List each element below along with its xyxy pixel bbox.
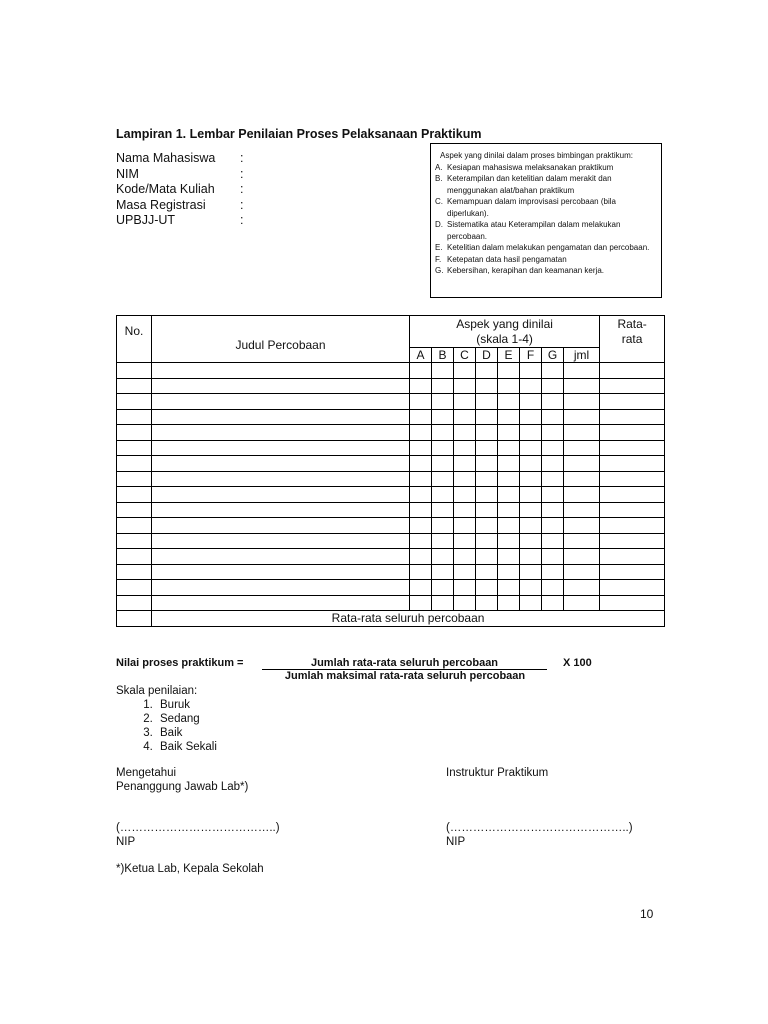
- table-cell: [117, 378, 152, 394]
- table-cell: [564, 425, 600, 441]
- table-cell: [476, 471, 498, 487]
- table-cell: [152, 487, 410, 503]
- table-cell: [564, 533, 600, 549]
- table-cell: [410, 378, 432, 394]
- table-cell: [564, 456, 600, 472]
- average-row-label: Rata-rata seluruh percobaan: [152, 611, 665, 627]
- table-cell: [476, 580, 498, 596]
- table-cell: [410, 595, 432, 611]
- aspek-legend-heading: Aspek yang dinilai dalam proses bimbingan praktikum:: [440, 151, 633, 160]
- table-cell: [410, 363, 432, 379]
- table-cell: [600, 425, 665, 441]
- table-cell: [410, 549, 432, 565]
- table-cell: [476, 502, 498, 518]
- table-cell: [600, 487, 665, 503]
- aspek-letter: A.: [435, 162, 443, 172]
- page-number: 10: [640, 907, 654, 921]
- table-cell: [498, 549, 520, 565]
- table-cell: [117, 502, 152, 518]
- table-cell: [454, 595, 476, 611]
- table-row: [117, 440, 665, 456]
- table-row: [117, 595, 665, 611]
- table-cell: [476, 363, 498, 379]
- scale-list: [116, 698, 217, 754]
- table-cell: [520, 456, 542, 472]
- table-cell: [564, 487, 600, 503]
- identity-label: Masa Registrasi: [116, 197, 206, 212]
- header-aspek-line1: Aspek yang dinilai: [456, 317, 553, 331]
- table-row: [117, 564, 665, 580]
- header-aspek: [410, 316, 600, 348]
- table-cell: [542, 564, 564, 580]
- table-cell: [542, 440, 564, 456]
- table-cell: [432, 425, 454, 441]
- table-cell: [152, 378, 410, 394]
- identity-row-nim: [116, 167, 256, 183]
- table-cell: [410, 502, 432, 518]
- table-cell: [410, 425, 432, 441]
- table-cell: [152, 363, 410, 379]
- signature-left-blank: (…………………………………..): [116, 822, 280, 834]
- table-row: [117, 425, 665, 441]
- scale-item: 3. Baik: [156, 726, 217, 740]
- table-cell: [476, 487, 498, 503]
- table-body: [117, 363, 665, 611]
- aspek-letter: G.: [435, 266, 444, 275]
- table-cell: [520, 580, 542, 596]
- average-no-cell: [117, 611, 152, 627]
- table-cell: [117, 425, 152, 441]
- table-cell: [564, 502, 600, 518]
- table-cell: [542, 378, 564, 394]
- table-cell: [498, 394, 520, 410]
- table-cell: [498, 595, 520, 611]
- table-cell: [600, 533, 665, 549]
- table-cell: [432, 394, 454, 410]
- table-cell: [117, 409, 152, 425]
- identity-row-nama: [116, 151, 256, 167]
- aspek-item-e: [435, 242, 657, 254]
- identity-row-upbjj: [116, 213, 256, 229]
- table-cell: [117, 564, 152, 580]
- aspek-item-a: [435, 162, 657, 174]
- header-aspek-a: A: [410, 348, 432, 363]
- table-row: [117, 378, 665, 394]
- table-cell: [564, 518, 600, 534]
- table-cell: [498, 471, 520, 487]
- table-cell: [542, 487, 564, 503]
- table-cell: [520, 471, 542, 487]
- table-cell: [476, 518, 498, 534]
- table-cell: [432, 564, 454, 580]
- table-cell: [117, 363, 152, 379]
- header-aspek-f: F: [520, 348, 542, 363]
- table-cell: [600, 502, 665, 518]
- assessment-table: [116, 315, 665, 627]
- table-row: [117, 549, 665, 565]
- table-cell: [117, 440, 152, 456]
- table-cell: [520, 409, 542, 425]
- table-cell: [600, 378, 665, 394]
- table-cell: [498, 409, 520, 425]
- table-cell: [542, 425, 564, 441]
- table-cell: [152, 456, 410, 472]
- table-cell: [432, 378, 454, 394]
- scale-item: 1. Buruk: [156, 698, 217, 712]
- table-cell: [498, 580, 520, 596]
- table-cell: [410, 456, 432, 472]
- table-cell: [152, 580, 410, 596]
- table-cell: [498, 518, 520, 534]
- header-aspek-e: E: [498, 348, 520, 363]
- table-cell: [520, 549, 542, 565]
- table-cell: [564, 564, 600, 580]
- table-cell: [454, 471, 476, 487]
- table-cell: [432, 518, 454, 534]
- table-cell: [600, 394, 665, 410]
- table-cell: [520, 518, 542, 534]
- aspek-letter: D.: [435, 220, 443, 229]
- scale-item: 4. Baik Sekali: [156, 740, 217, 754]
- aspek-text: Kemampuan dalam improvisasi percobaan (bila diperlukan).: [447, 197, 616, 218]
- table-cell: [600, 595, 665, 611]
- table-cell: [542, 580, 564, 596]
- table-cell: [600, 456, 665, 472]
- table-cell: [152, 549, 410, 565]
- table-cell: [454, 456, 476, 472]
- table-cell: [476, 378, 498, 394]
- header-rata-line1: Rata-: [617, 317, 647, 331]
- table-cell: [117, 580, 152, 596]
- table-cell: [432, 363, 454, 379]
- table-cell: [410, 440, 432, 456]
- table-cell: [498, 502, 520, 518]
- signature-right-nip: NIP: [446, 836, 466, 848]
- aspek-item-b: [435, 173, 657, 196]
- table-row: [117, 518, 665, 534]
- table-cell: [432, 487, 454, 503]
- table-cell: [520, 440, 542, 456]
- table-cell: [454, 378, 476, 394]
- page-title: Lampiran 1. Lembar Penilaian Proses Pelaksanaan Praktikum: [116, 127, 482, 141]
- table-row: [117, 409, 665, 425]
- identity-colon: :: [240, 166, 244, 181]
- table-cell: [117, 595, 152, 611]
- header-no: No.: [117, 316, 152, 363]
- header-jml: jml: [564, 348, 600, 363]
- table-cell: [410, 471, 432, 487]
- table-cell: [542, 518, 564, 534]
- signature-right-block: [446, 821, 633, 849]
- table-cell: [520, 378, 542, 394]
- identity-row-kode: [116, 182, 256, 198]
- table-row: [117, 363, 665, 379]
- table-cell: [152, 394, 410, 410]
- aspek-text: Ketelitian dalam melakukan pengamatan dan percobaan.: [447, 243, 650, 252]
- table-cell: [564, 394, 600, 410]
- signature-left-block: [116, 821, 280, 849]
- table-cell: [498, 487, 520, 503]
- table-cell: [152, 471, 410, 487]
- aspek-text: Kesiapan mahasiswa melaksanakan praktikum: [447, 162, 614, 172]
- signature-left-line1: Mengetahui: [116, 767, 177, 779]
- table-cell: [476, 440, 498, 456]
- aspek-item-d: [435, 219, 657, 242]
- table-cell: [476, 595, 498, 611]
- table-cell: [432, 456, 454, 472]
- header-aspek-line2: (skala 1-4): [476, 332, 533, 346]
- table-cell: [542, 456, 564, 472]
- table-cell: [410, 533, 432, 549]
- table-cell: [410, 564, 432, 580]
- table-row: [117, 394, 665, 410]
- table-cell: [542, 549, 564, 565]
- table-cell: [454, 533, 476, 549]
- signature-left-header: [116, 766, 248, 794]
- table-cell: [152, 502, 410, 518]
- table-cell: [498, 378, 520, 394]
- table-cell: [454, 425, 476, 441]
- header-rata-rata: [600, 316, 665, 363]
- table-cell: [117, 549, 152, 565]
- table-cell: [432, 440, 454, 456]
- table-cell: [564, 580, 600, 596]
- table-cell: [498, 564, 520, 580]
- table-cell: [600, 471, 665, 487]
- table-cell: [498, 456, 520, 472]
- table-row: [117, 533, 665, 549]
- identity-label: UPBJJ-UT: [116, 213, 176, 227]
- table-cell: [432, 580, 454, 596]
- table-cell: [600, 518, 665, 534]
- table-cell: [520, 533, 542, 549]
- table-row: [117, 487, 665, 503]
- header-aspek-g: G: [542, 348, 564, 363]
- table-cell: [454, 564, 476, 580]
- table-cell: [117, 471, 152, 487]
- signature-right-blank: (………………………………………..): [446, 822, 633, 834]
- table-cell: [542, 363, 564, 379]
- identity-label: NIM: [116, 166, 139, 181]
- formula-label: Nilai proses praktikum =: [116, 657, 244, 669]
- table-cell: [410, 409, 432, 425]
- formula-denominator: Jumlah maksimal rata-rata seluruh percobaan: [284, 670, 526, 682]
- table-cell: [152, 564, 410, 580]
- table-cell: [600, 580, 665, 596]
- identity-colon: :: [240, 197, 244, 212]
- table-cell: [520, 487, 542, 503]
- table-cell: [152, 409, 410, 425]
- signature-left-line2: Penanggung Jawab Lab*): [116, 781, 249, 793]
- table-cell: [498, 425, 520, 441]
- table-cell: [117, 487, 152, 503]
- table-cell: [454, 363, 476, 379]
- aspek-text: Keterampilan dan ketelitian dalam merakit dan menggunakan alat/bahan praktikum: [447, 174, 612, 195]
- table-cell: [454, 394, 476, 410]
- aspek-legend-box: [430, 143, 662, 298]
- table-cell: [454, 440, 476, 456]
- table-cell: [117, 456, 152, 472]
- table-cell: [476, 425, 498, 441]
- table-cell: [410, 394, 432, 410]
- aspek-text: Ketepatan data hasil pengamatan: [447, 254, 567, 264]
- aspek-item-g: [435, 265, 657, 277]
- table-cell: [454, 580, 476, 596]
- table-cell: [520, 425, 542, 441]
- table-row: [117, 580, 665, 596]
- aspek-letter: E.: [435, 243, 443, 252]
- table-cell: [498, 533, 520, 549]
- table-cell: [542, 394, 564, 410]
- aspek-text: Kebersihan, kerapihan dan keamanan kerja.: [447, 266, 604, 275]
- table-cell: [454, 409, 476, 425]
- table-cell: [432, 595, 454, 611]
- table-cell: [600, 363, 665, 379]
- aspek-item-f: [435, 254, 657, 266]
- table-cell: [564, 595, 600, 611]
- aspek-letter: B.: [435, 174, 443, 183]
- table-cell: [117, 533, 152, 549]
- header-aspek-d: D: [476, 348, 498, 363]
- scale-heading: Skala penilaian:: [116, 685, 198, 697]
- table-cell: [476, 409, 498, 425]
- identity-colon: :: [240, 213, 244, 227]
- identity-colon: :: [240, 151, 244, 165]
- footnote: *)Ketua Lab, Kepala Sekolah: [116, 863, 264, 875]
- formula-numerator: Jumlah rata-rata seluruh percobaan: [262, 657, 547, 670]
- table-cell: [454, 502, 476, 518]
- table-cell: [117, 394, 152, 410]
- identity-label: Nama Mahasiswa: [116, 151, 216, 165]
- table-cell: [542, 533, 564, 549]
- table-cell: [564, 378, 600, 394]
- table-cell: [152, 533, 410, 549]
- table-cell: [600, 549, 665, 565]
- table-cell: [476, 533, 498, 549]
- table-cell: [520, 502, 542, 518]
- identity-row-masa: [116, 198, 256, 214]
- header-rata-line2: rata: [621, 332, 643, 346]
- identity-fields: [116, 151, 256, 229]
- table-cell: [564, 409, 600, 425]
- table-cell: [432, 409, 454, 425]
- table-cell: [432, 549, 454, 565]
- table-cell: [117, 518, 152, 534]
- table-cell: [542, 595, 564, 611]
- aspek-item-c: [435, 196, 657, 219]
- table-cell: [542, 471, 564, 487]
- table-cell: [542, 502, 564, 518]
- table-row: [117, 456, 665, 472]
- header-aspek-c: C: [454, 348, 476, 363]
- table-cell: [520, 363, 542, 379]
- table-cell: [542, 409, 564, 425]
- aspek-letter: C.: [435, 197, 443, 206]
- table-cell: [432, 502, 454, 518]
- table-cell: [410, 580, 432, 596]
- formula-multiplier: X 100: [563, 657, 592, 669]
- table-cell: [454, 518, 476, 534]
- scale-item: 2. Sedang: [156, 712, 217, 726]
- table-cell: [152, 425, 410, 441]
- header-aspek-b: B: [432, 348, 454, 363]
- table-cell: [600, 440, 665, 456]
- table-cell: [152, 440, 410, 456]
- signature-right-header: Instruktur Praktikum: [446, 767, 549, 779]
- table-cell: [520, 595, 542, 611]
- table-cell: [454, 549, 476, 565]
- table-cell: [152, 518, 410, 534]
- table-cell: [600, 409, 665, 425]
- table-cell: [476, 564, 498, 580]
- table-cell: [432, 471, 454, 487]
- table-cell: [564, 440, 600, 456]
- table-row: [117, 502, 665, 518]
- table-cell: [476, 549, 498, 565]
- table-cell: [564, 363, 600, 379]
- table-row: [117, 471, 665, 487]
- table-cell: [498, 363, 520, 379]
- signature-left-nip: NIP: [116, 836, 136, 848]
- table-cell: [476, 394, 498, 410]
- identity-colon: :: [240, 182, 244, 196]
- aspek-text: Sistematika atau Keterampilan dalam melakukan percobaan.: [447, 220, 621, 241]
- table-cell: [454, 487, 476, 503]
- table-cell: [152, 595, 410, 611]
- table-cell: [520, 564, 542, 580]
- identity-label: Kode/Mata Kuliah: [116, 182, 215, 196]
- scale-section: [116, 684, 217, 754]
- table-cell: [432, 533, 454, 549]
- table-cell: [476, 456, 498, 472]
- table-cell: [520, 394, 542, 410]
- table-cell: [410, 487, 432, 503]
- table-cell: [410, 518, 432, 534]
- table-cell: [600, 564, 665, 580]
- table-cell: [564, 471, 600, 487]
- header-judul-percobaan: Judul Percobaan: [152, 316, 410, 363]
- table-cell: [498, 440, 520, 456]
- table-cell: [564, 549, 600, 565]
- aspek-letter: F.: [435, 254, 442, 264]
